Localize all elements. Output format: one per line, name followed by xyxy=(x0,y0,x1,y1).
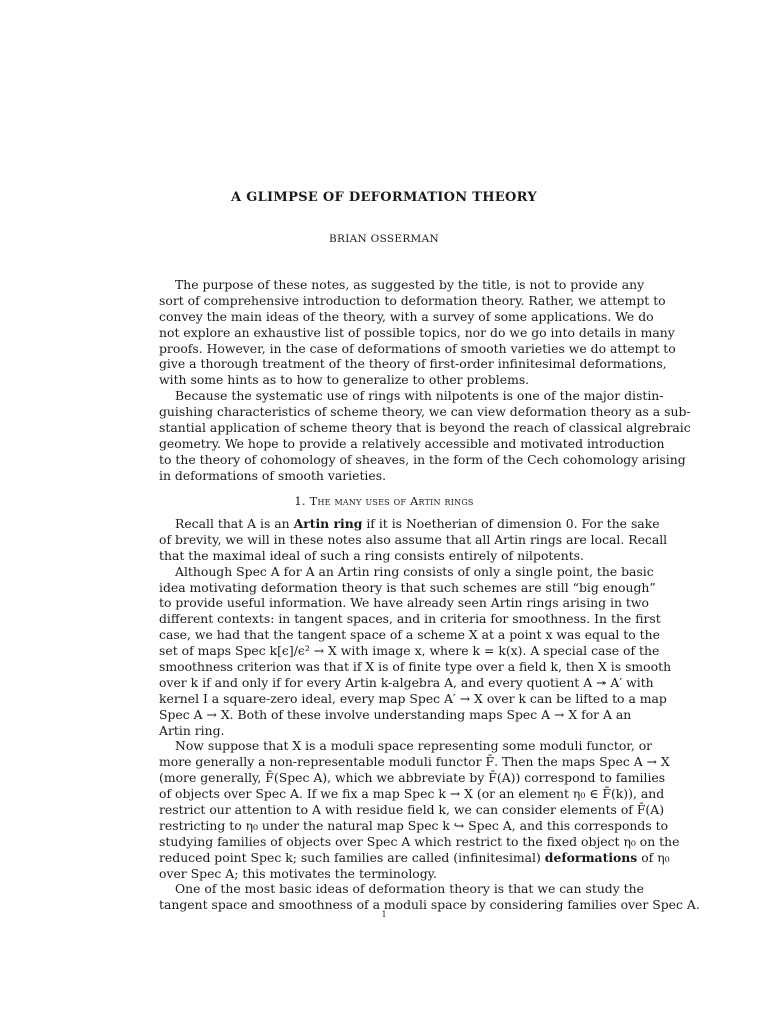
text-line: of brevity, we will in these notes also assume that all Artin rings are local. Recall xyxy=(159,531,668,547)
text-line: geometry. We hope to provide a relatively accessible and motivated introduction xyxy=(159,435,665,451)
text-line: restricting to η₀ under the natural map Spec k ↪ Spec A, and this corresponds to xyxy=(159,817,669,833)
text-line: sort of comprehensive introduction to deformation theory. Rather, we attempt to xyxy=(159,292,666,308)
text-line: guishing characteristics of scheme theory, we can view deformation theory as a sub- xyxy=(159,404,691,420)
text-line: tangent space and smoothness of a moduli space by considering families over Spec A. xyxy=(159,897,700,913)
text-line: Spec A → X. Both of these involve understanding maps Spec A → X for A an xyxy=(159,706,632,722)
text-line: studying families of objects over Spec A which restrict to the fixed object η₀ on the xyxy=(159,833,680,849)
text-line: more generally a non-representable moduli functor F̄. Then the maps Spec A → X xyxy=(159,754,670,770)
text-line: smoothness criterion was that if X is of finite type over a field k, then X is smooth xyxy=(159,659,672,675)
text-line: case, we had that the tangent space of a scheme X at a point x was equal to the xyxy=(159,627,660,643)
text-line: restrict our attention to A with residue field k, we can consider elements of F̄(A) xyxy=(159,802,665,818)
text-line: kernel I a square-zero ideal, every map Spec A′ → X over k can be lifted to a map xyxy=(159,690,667,706)
section-1-paragraphs xyxy=(159,516,700,913)
text-line: (more generally, F̄(Spec A), which we abbreviate by F̄(A)) correspond to families xyxy=(159,770,666,786)
text-line: One of the most basic ideas of deformation theory is that we can study the xyxy=(175,881,644,897)
text-line: convey the main ideas of the theory, with a survey of some applications. We do xyxy=(159,308,654,324)
text-line: that the maximal ideal of such a ring consists entirely of nilpotents. xyxy=(159,547,584,563)
text-line: The purpose of these notes, as suggested by the title, is not to provide any xyxy=(175,277,645,292)
text-line: give a thorough treatment of the theory of first-order infinitesimal deformations, xyxy=(159,356,667,372)
section-heading: 1. The many uses of Artin rings xyxy=(294,494,474,508)
text-line: over k if and only if for every Artin k-algebra A, and every quotient A ↠ A′ with xyxy=(159,674,654,690)
text-line: different contexts: in tangent spaces, and in criteria for smoothness. In the first xyxy=(159,611,661,627)
text-line: Artin ring. xyxy=(159,722,225,738)
text-line: over Spec A; this motivates the terminology. xyxy=(159,865,437,881)
text-line: set of maps Spec k[ϵ]/ϵ² → X with image x, where k = k(x). A special case of the xyxy=(159,643,660,659)
page-number: 1 xyxy=(381,910,387,919)
text-line: Although Spec A for A an Artin ring consists of only a single point, the basic xyxy=(175,563,654,579)
intro-paragraphs xyxy=(159,277,691,484)
text-line: Recall that A is an Artin ring if it is Noetherian of dimension 0. For the sake xyxy=(175,516,660,531)
text-line: Now suppose that X is a moduli space representing some moduli functor, or xyxy=(175,738,653,754)
paper-title: A GLIMPSE OF DEFORMATION THEORY xyxy=(231,190,537,205)
paper-author: BRIAN OSSERMAN xyxy=(329,233,439,245)
text-line: in deformations of smooth varieties. xyxy=(159,467,387,483)
text-line: not explore an exhaustive list of possible topics, nor do we go into details in many xyxy=(159,324,675,340)
text-line: with some hints as to how to generalize to other problems. xyxy=(159,372,530,388)
text-line: reduced point Spec k; such families are called (infinitesimal) deformations of η₀ xyxy=(159,849,670,865)
text-line: to the theory of cohomology of sheaves, in the form of the Cech cohomology arising xyxy=(159,451,686,467)
text-line: to provide useful information. We have already seen Artin rings arising in two xyxy=(159,595,649,611)
text-line: idea motivating deformation theory is that such schemes are still “big enough” xyxy=(159,579,656,595)
text-line: Because the systematic use of rings with nilpotents is one of the major distin- xyxy=(175,388,664,404)
text-line: stantial application of scheme theory that is beyond the reach of classical algrebraic xyxy=(159,420,691,436)
text-line: proofs. However, in the case of deformations of smooth varieties we do attempt to xyxy=(159,340,676,356)
text-line: of objects over Spec A. If we fix a map Spec k → X (or an element η₀ ∈ F̄(k)), and xyxy=(159,786,665,802)
